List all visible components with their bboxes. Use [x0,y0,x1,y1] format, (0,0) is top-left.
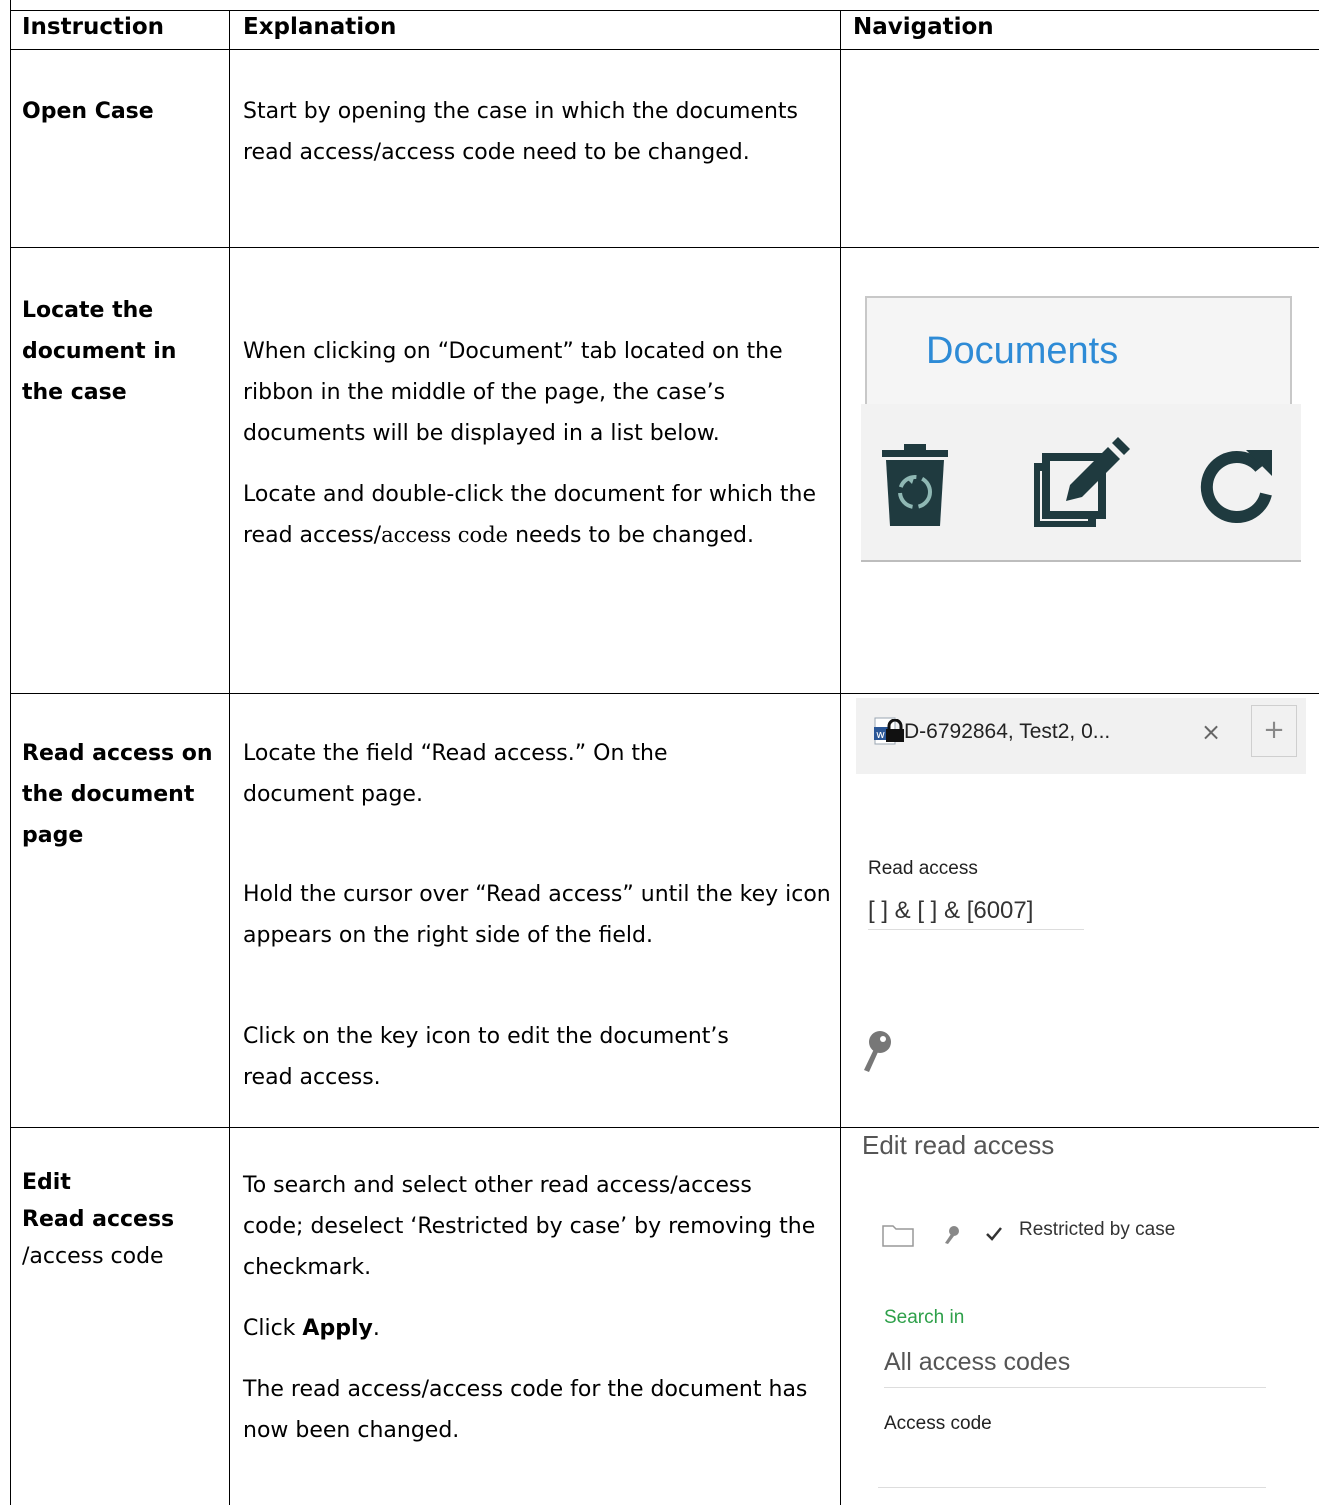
folder-icon[interactable] [882,1223,914,1247]
instruction-line: the document [22,782,195,807]
header-instruction: Instruction [22,14,165,40]
search-in-field[interactable]: All access codes [884,1348,1266,1388]
header-navigation: Navigation [853,14,994,40]
explanation-paragraph: The read access/access code for the document has now been changed. [243,1377,808,1443]
apply-emphasis: Apply [302,1316,373,1341]
explanation-paragraph: When clicking on “Document” tab located on the ribbon in the middle of the page, the case’s documents will be displayed in a list below. [243,339,783,446]
add-tab-button[interactable]: + [1251,705,1297,757]
key-icon[interactable] [862,1030,892,1074]
edit-icon[interactable] [1034,437,1132,527]
instruction-line: document in [22,339,177,364]
key-icon[interactable] [944,1225,960,1245]
recycle-bin-icon[interactable] [880,442,950,528]
explanation-text-serif: access code [381,523,509,547]
instruction-line: the case [22,380,127,405]
edit-read-access-title: Edit read access [862,1130,1055,1160]
instruction-line: Edit [22,1170,71,1195]
table-header-bottom [10,49,1319,50]
table-border-left [10,0,11,1505]
access-code-label: Access code [884,1413,992,1434]
explanation-text: Start by opening the case in which the documents read access/access code need to be changed. [243,99,798,165]
row-read-access-explanation [243,733,833,1098]
refresh-icon[interactable] [1196,446,1276,526]
row-open-case-instruction: Open Case [22,99,154,124]
row-read-access-instruction [22,733,213,856]
close-icon[interactable]: × [1201,718,1222,746]
restricted-by-case-checkbox[interactable] [984,1224,1004,1244]
restricted-by-case-label[interactable]: Restricted by case [1019,1219,1176,1240]
explanation-text: . [372,1316,380,1341]
explanation-paragraph [243,474,831,556]
row-edit-read-access-instruction [22,1164,174,1275]
explanation-paragraph [243,1308,818,1349]
explanation-paragraph: Click on the key icon to edit the document’s read access. [243,1024,729,1090]
row1-bottom [10,247,1319,248]
instruction-line: page [22,823,84,848]
row-edit-read-access-explanation [243,1165,818,1451]
read-access-label: Read access [868,858,978,879]
row-open-case-explanation [243,91,813,173]
instruction-line: Read access on [22,741,213,766]
row3-bottom [10,1127,1319,1128]
row2-bottom [10,693,1319,694]
explanation-text: needs to be changed. [508,523,754,548]
access-code-field[interactable] [878,1487,1266,1488]
row-locate-document-explanation [243,331,831,556]
table-divider-col1 [229,10,230,1505]
explanation-text: Locate and double-click the document for which the read access/ [243,482,817,548]
table-border-top [10,10,1319,11]
instruction-line: /access code [22,1244,164,1269]
instruction-line: Locate the [22,298,154,323]
document-tab-label[interactable]: D-6792864, Test2, 0... [904,720,1111,743]
table-divider-col2 [840,10,841,1505]
header-explanation: Explanation [243,14,397,40]
explanation-text: Click [243,1316,303,1341]
explanation-paragraph: To search and select other read access/access code; deselect ‘Restricted by case’ by removing the checkmark. [243,1173,816,1280]
documents-tab-label[interactable]: Documents [926,330,1119,372]
instruction-line: Read access [22,1207,175,1232]
row-locate-document-instruction [22,290,176,413]
search-in-label: Search in [884,1307,965,1328]
lock-icon [884,719,906,743]
explanation-paragraph: Hold the cursor over “Read access” until the key icon appears on the right side of the field. [243,882,831,948]
read-access-field[interactable]: [ ] & [ ] & [6007] [868,897,1084,930]
explanation-paragraph: Locate the field “Read access.” On the document page. [243,741,668,807]
svg-text:w: w [876,728,885,741]
